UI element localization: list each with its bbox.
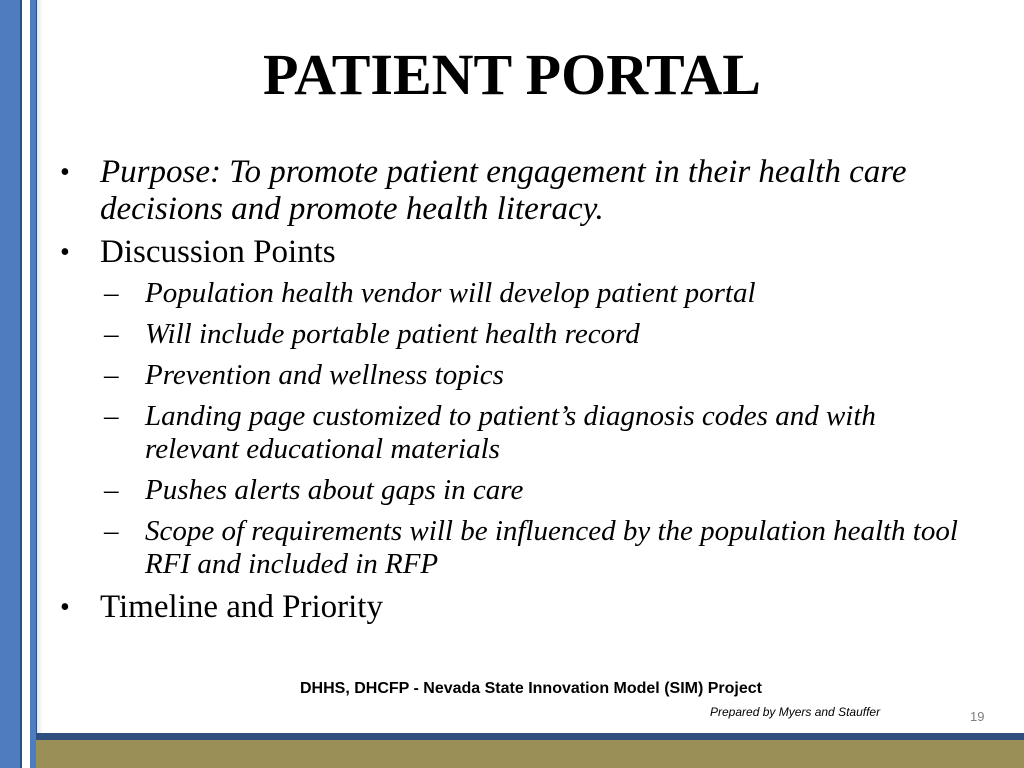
left-decorative-inner-bar bbox=[30, 0, 37, 768]
bottom-decorative-bar-blue bbox=[36, 733, 1024, 740]
page-number: 19 bbox=[970, 709, 985, 724]
dash-icon: – bbox=[104, 474, 119, 506]
slide-content bbox=[56, 154, 976, 632]
sub-bullet-text: Will include portable patient health record bbox=[145, 318, 640, 350]
sub-bullet bbox=[56, 515, 976, 581]
sub-bullet bbox=[56, 318, 976, 351]
sub-bullet bbox=[56, 359, 976, 392]
bullet-timeline-priority bbox=[56, 589, 976, 626]
sub-bullet-text: Landing page customized to patient’s diagnosis codes and with relevant educational materials bbox=[145, 400, 876, 465]
left-bar-gap bbox=[22, 0, 30, 768]
bullet-text: Timeline and Priority bbox=[100, 589, 383, 625]
bullet-dot-icon: • bbox=[60, 157, 70, 188]
discussion-points-list bbox=[56, 277, 976, 581]
dash-icon: – bbox=[104, 400, 119, 432]
sub-bullet bbox=[56, 474, 976, 507]
sub-bullet bbox=[56, 277, 976, 310]
dash-icon: – bbox=[104, 515, 119, 547]
sub-bullet-text: Prevention and wellness topics bbox=[145, 359, 504, 391]
sub-bullet-text: Population health vendor will develop patient portal bbox=[145, 277, 756, 309]
sub-bullet-text: Pushes alerts about gaps in care bbox=[145, 474, 524, 506]
bottom-decorative-bar-olive bbox=[36, 740, 1024, 768]
left-decorative-bar bbox=[0, 0, 22, 768]
left-shadow bbox=[37, 0, 43, 735]
bullet-text: Discussion Points bbox=[100, 234, 336, 270]
footer-prepared-by: Prepared by Myers and Stauffer bbox=[710, 705, 881, 719]
bullet-dot-icon: • bbox=[60, 237, 70, 268]
dash-icon: – bbox=[104, 318, 119, 350]
footer-project-name: DHHS, DHCFP - Nevada State Innovation Model (SIM) Project bbox=[300, 680, 762, 697]
sub-bullet-text: Scope of requirements will be influenced by the population health tool RFI and included in RFP bbox=[145, 515, 958, 580]
bullet-text: Purpose: To promote patient engagement in their health care decisions and promote health literacy. bbox=[100, 154, 907, 227]
dash-icon: – bbox=[104, 359, 119, 391]
bullet-purpose bbox=[56, 154, 976, 228]
bullet-discussion-points bbox=[56, 234, 976, 271]
sub-bullet bbox=[56, 400, 976, 466]
bullet-dot-icon: • bbox=[60, 592, 70, 623]
slide-title: PATIENT PORTAL bbox=[262, 42, 761, 107]
dash-icon: – bbox=[104, 277, 119, 309]
